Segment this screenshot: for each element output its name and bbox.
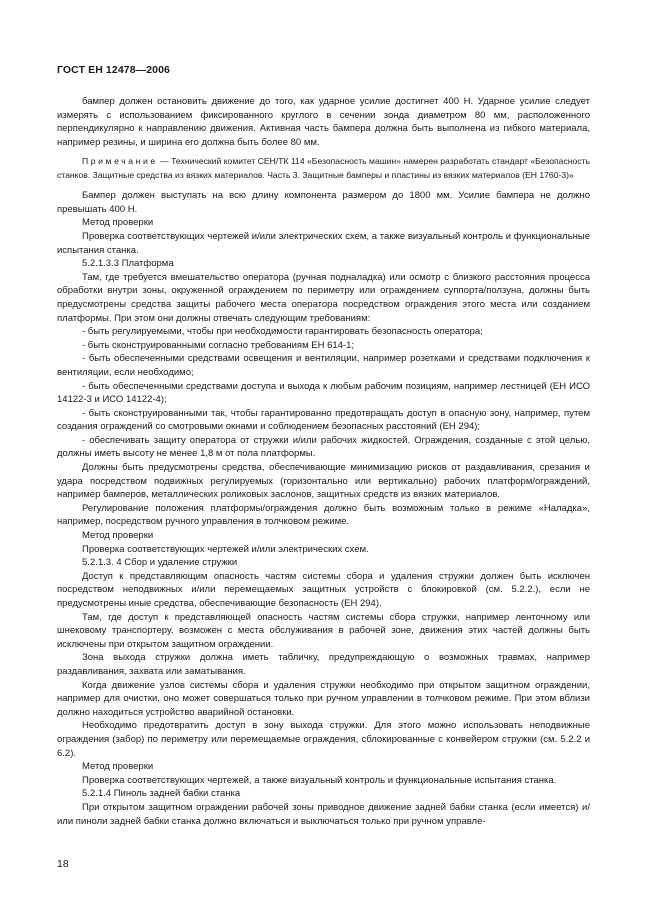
page-number: 18	[57, 858, 69, 870]
section-heading: 5.2.1.4 Пиноль задней бабки станка	[82, 788, 241, 800]
note-paragraph	[57, 155, 590, 182]
paragraph: Бампер должен выступать на всю длину компонента размером до 1800 мм. Усилие бампера не должно превышать 400 Н.	[57, 190, 590, 215]
paragraph: Проверка соответствующих чертежей, а также визуальный контроль и функциональные испытания станка.	[82, 774, 557, 786]
section-heading: 5.2.1.3.3 Платформа	[82, 258, 174, 270]
list-item: - быть обеспеченными средствами освещения и вентиляции, например розетками и средствами подключения к вентиляции, если необходимо;	[57, 353, 590, 378]
document-body	[57, 95, 590, 828]
section-label: Метод проверки	[82, 217, 154, 229]
paragraph: Когда движение узлов системы сбора и удаления стружки необходимо при открытом защитном ограждении, например для очистки, оно может совершаться только при ручном управлении в толчковом режиме. При этом вблизи должно находиться устройство аварийной остановки.	[57, 679, 590, 718]
paragraph: Должны быть предусмотрены средства, обеспечивающие минимизацию рисков от раздавливания, срезания и удара посредством подвижных регулируемых (горизонтально или вертикально) рабочих платформ/ограждений, например бамперов, металлических роликовых заслонов, защитных средств из вязких материалов.	[57, 462, 590, 501]
paragraph: бампер должен остановить движение до того, как ударное усилие достигнет 400 Н. Ударное усилие следует измерять с использованием фиксированного круглого в сечении зонда диаметром 80 мм, расположенного перпендикулярно к направлению движения. Активная часть бампера должна быть выполнена из гибкого материала, например резины, и ширина его должна быть более 80 мм.	[57, 96, 590, 148]
note-label: Примечание	[82, 156, 158, 167]
paragraph: Регулирование положения платформы/ограждения должно быть возможным только в режиме «Наладка», например, посредством ручного управления в толчковом режиме.	[57, 502, 590, 528]
paragraph: Там, где доступ к представляющей опасность частям системы сбора стружки, например ленточному или шнековому транспортеру, возможен с места обслуживания в рабочей зоне, движения этих частей должны быть исключены при открытом защитном ограждении.	[57, 611, 590, 650]
paragraph: При открытом защитном ограждении рабочей зоны приводное движение задней бабки станка (если имеется) и/или пиноли задней бабки станка должно включаться и выключаться только при ручном управле-	[57, 801, 590, 827]
list-item: - быть обеспеченными средствами доступа и выхода к любым рабочим позициям, например лестницей (ЕН ИСО 14122-3 и ИСО 14122-4);	[57, 380, 590, 406]
paragraph: Проверка соответствующих чертежей и/или электрических схем.	[82, 543, 369, 555]
document-header: ГОСТ ЕН 12478—2006	[57, 64, 170, 76]
paragraph: Проверка соответствующих чертежей и/или электрических схем, а также визуальный контроль и функциональные испытания станка.	[57, 230, 590, 256]
list-item: - быть сконструированными так, чтобы гарантированно предотвращать доступ в опасную зону, например, путем создания ограждений со смотровыми окнами и соблюдением безопасных расстояний (ЕН 294);	[57, 407, 590, 433]
paragraph: Зона выхода стружки должна иметь табличку, предупреждающую о возможных травмах, например раздавливания, захвата или заматывания.	[57, 652, 590, 677]
list-item: - быть сконструированными согласно требованиям ЕН 614-1;	[82, 339, 355, 351]
paragraph: Там, где требуется вмешательство оператора (ручная подналадка) или осмотр с близкого расстояния процесса обработки внутри зоны, окруженной ограждением по периметру или ограждением суппорта/ползуна, должны быть предусмотрены средства защиты рабочего места оператора посредством ограждения этого места или созданием платформы. При этом они должны отвечать следующим требованиям:	[57, 271, 590, 324]
note-text: — Технический комитет СЕН/ТК 114 «Безопасность машин» намерен разработать стандарт «Безопасность станков. Защитные средства из вязких материалов. Часть 3. Защитные бамперы и пластины из вязких материалов (ЕН 1760-3)»	[57, 156, 590, 180]
paragraph: Доступ к представляющим опасность частям системы сбора и удаления стружки должен быть исключен посредством неподвижных и/или перемещаемых защитных устройств с блокировкой (см. 5.2.2.), если не предусмотрены иные средства, обеспечивающие безопасность (ЕН 294).	[57, 570, 590, 609]
list-item: - обеспечивать защиту оператора от стружки и/или рабочих жидкостей. Ограждения, созданные с этой целью, должны иметь высоту не менее 1,8 м от пола платформы.	[57, 434, 590, 460]
paragraph: Необходимо предотвратить доступ в зону выхода стружки. Для этого можно использовать неподвижные ограждения (забор) по периметру или перемещаемые ограждения, сблокированные с конвейером стружки (см. 5.2.2 и 6.2).	[57, 720, 590, 759]
section-heading: 5.2.1.3. 4 Сбор и удаление стружки	[82, 557, 238, 569]
section-label: Метод проверки	[82, 530, 154, 542]
list-item: - быть регулируемыми, чтобы при необходимости гарантировать безопасность оператора;	[82, 326, 483, 338]
section-label: Метод проверки	[82, 761, 154, 773]
